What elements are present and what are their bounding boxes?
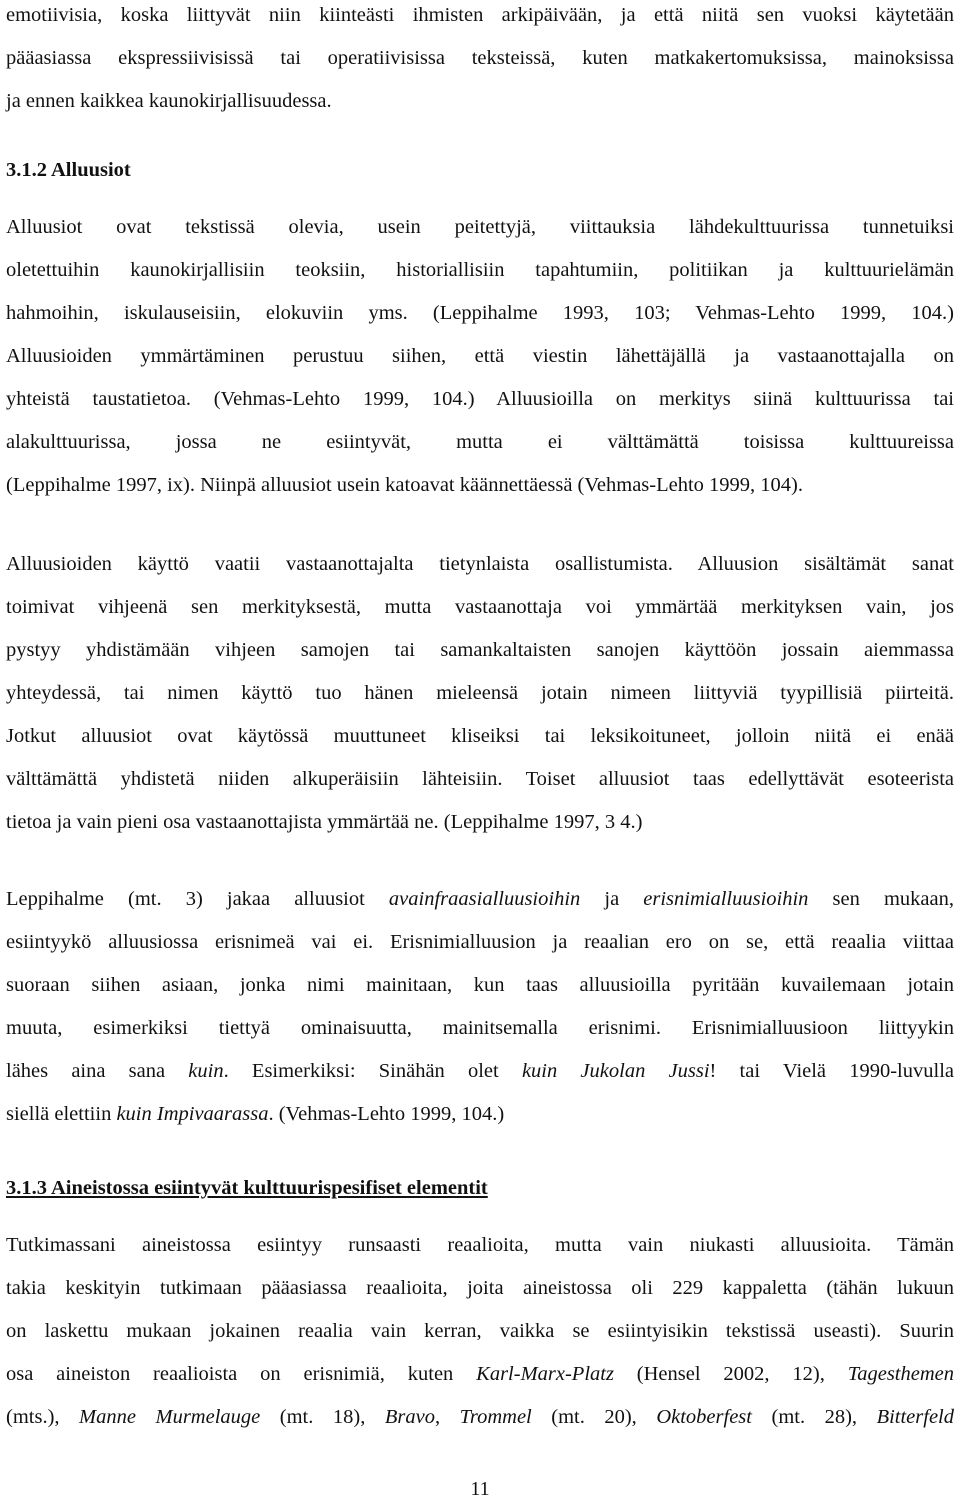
section-heading-text: 3.1.3 Aineistossa esiintyvät kulttuurispesifiset elementit [6,1177,488,1199]
text-line: yhteistä taustatietoa. (Vehmas-Lehto 1999, 104.) Alluusioilla on merkitys siinä kulttuurissa tai [6,388,954,410]
text-line: välttämättä yhdistetä niiden alkuperäisiin lähteisiin. Toiset alluusiot taas edellyttävät esoteerista [6,768,954,790]
italic-term: Oktoberfest [656,1406,752,1428]
paragraph [6,1224,954,1439]
text-line: takia keskityin tutkimaan pääasiassa reaalioita, joita aineistossa oli 229 kappaletta (tähän lukuun [6,1277,954,1299]
text-line: oletettuihin kaunokirjallisiin teoksiin, historiallisiin tapahtumiin, politiikan ja kulttuurielämän [6,259,954,281]
italic-term: Karl-Marx-Platz [476,1363,614,1385]
paragraph [6,878,954,1136]
italic-term: Manne Murmelauge [79,1406,261,1428]
text-line: tietoa ja vain pieni osa vastaanottajista ymmärtää ne. (Leppihalme 1997, 3 4.) [6,811,643,833]
section-heading-alluusiot [6,159,131,182]
page-number: 11 [470,1478,490,1500]
text-line: (mts.), Manne Murmelauge (mt. 18), Bravo, Trommel (mt. 20), Oktoberfest (mt. 28), Bitterfeld [6,1406,955,1428]
italic-term: kuin Impivaarassa [116,1103,269,1125]
text-line: emotiivisia, koska liittyvät niin kiinteästi ihmisten arkipäivään, ja että niitä sen vuoksi käytetään [6,4,954,26]
text-line: (Leppihalme 1997, ix). Niinpä alluusiot usein katoavat käännettäessä (Vehmas-Lehto 1999, 104). [6,474,804,496]
intro-paragraph [6,0,954,123]
text-line: toimivat vihjeenä sen merkityksestä, mutta vastaanottaja voi ymmärtää merkityksen vain, jos [6,596,954,618]
text-line: pystyy yhdistämään vihjeen samojen tai samankaltaisten sanojen käyttöön jossain aiemmassa [6,639,954,661]
paragraph [6,543,954,844]
text-line: yhteydessä, tai nimen käyttö tuo hänen mieleensä jotain nimeen liittyviä tyypillisiä piirteitä. [6,682,954,704]
text-line: hahmoihin, iskulauseisiin, elokuviin yms. (Leppihalme 1993, 103; Vehmas-Lehto 1999, 104.) [6,302,954,324]
paragraph [6,206,954,507]
text-line: Tutkimassani aineistossa esiintyy runsaasti reaalioita, mutta vain niukasti alluusioita. Tämän [6,1234,954,1256]
text-line: Leppihalme (mt. 3) jakaa alluusiot avainfraasialluusioihin ja erisnimialluusioihin sen mukaan, [6,888,954,910]
text-line: ja ennen kaikkea kaunokirjallisuudessa. [6,90,332,112]
text-line: Alluusioiden käyttö vaatii vastaanottajalta tietynlaista osallistumista. Alluusion sisältämät sanat [6,553,954,575]
text-line: siellä elettiin kuin Impivaarassa. (Vehmas-Lehto 1999, 104.) [6,1103,505,1125]
section-heading-aineisto [6,1177,488,1200]
italic-term: Bravo [384,1406,435,1428]
text-line: Alluusiot ovat tekstissä olevia, usein peitettyjä, viittauksia lähdekulttuurissa tunnetuiksi [6,216,954,238]
text-line: on laskettu mukaan jokainen reaalia vain kerran, vaikka se esiintyisikin tekstissä useasti). Suurin [6,1320,954,1342]
text-line: esiintyykö alluusiossa erisnimeä vai ei. Erisnimialluusion ja reaalian ero on se, että reaalia viittaa [6,931,954,953]
text-line: pääasiassa ekspressiivisissä tai operatiivisissa teksteissä, kuten matkakertomuksissa, mainoksissa [6,47,954,69]
section-heading-text: 3.1.2 Alluusiot [6,159,131,181]
italic-term: erisnimialluusioihin [643,888,809,910]
italic-term: Tagesthemen [847,1363,954,1385]
text-line: muuta, esimerkiksi tiettyä ominaisuutta, mainitsemalla erisnimi. Erisnimialluusioon liittyykin [6,1017,954,1039]
italic-term: kuin Jukolan Jussi [521,1060,710,1082]
text-line: Jotkut alluusiot ovat käytössä muuttuneet kliseiksi tai leksikoituneet, jolloin niitä ei enää [6,725,954,747]
text-line: osa aineiston reaalioista on erisnimiä, kuten Karl-Marx-Platz (Hensel 2002, 12), Tagesthemen [6,1363,954,1385]
italic-term: Trommel [459,1406,532,1428]
italic-term: Bitterfeld [876,1406,955,1428]
text-line: suoraan siihen asiaan, jonka nimi mainitaan, kun taas alluusioilla pyritään kuvailemaan jotain [6,974,954,996]
text-line: Alluusioiden ymmärtäminen perustuu siihen, että viestin lähettäjällä ja vastaanottajalla on [6,345,954,367]
text-line: alakulttuurissa, jossa ne esiintyvät, mutta ei välttämättä toisissa kulttuureissa [6,431,954,453]
italic-term: kuin [188,1060,224,1082]
italic-term: avainfraasialluusioihin [388,888,581,910]
text-line: lähes aina sana kuin. Esimerkiksi: Sinähän olet kuin Jukolan Jussi! tai Vielä 1990-luvulla [6,1060,954,1082]
